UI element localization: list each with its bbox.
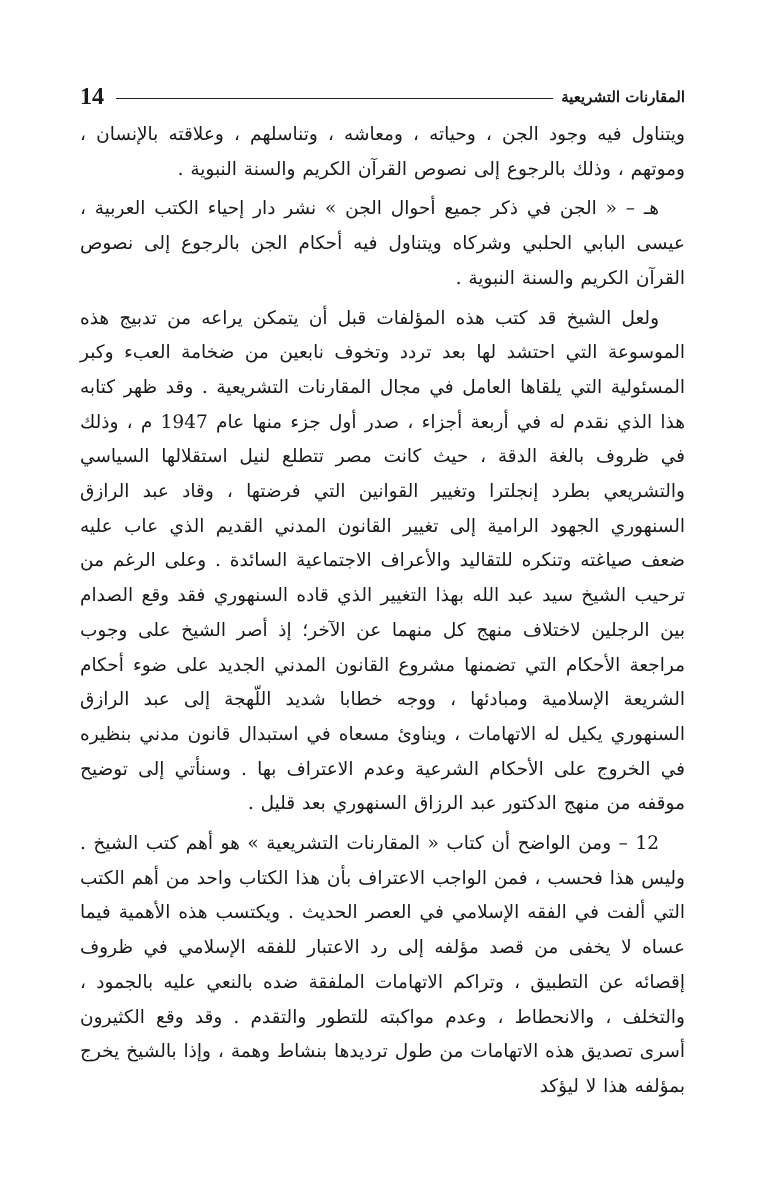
page-header bbox=[80, 84, 685, 110]
running-title: المقارنات التشريعية bbox=[561, 88, 685, 106]
header-rule bbox=[116, 98, 553, 99]
paragraph-encyclopedia: ولعل الشيخ قد كتب هذه المؤلفات قبل أن يتمكن يراعه من تدبيج هذه الموسوعة التي احتشد لها بعد تردد وتخوف نابعين من ضخامة العبء وكبر المسئولية التي يلقاها العامل في مجال المقارنات التشريعية . وقد ظهر كتابه هذا الذي نقدم له في أربعة أجزاء ، صدر أول جزء منها عام 1947 م ، وذلك في ظروف بالغة الدقة ، حيث كانت مصر تتطلع لنيل استقلالها السياسي والتشريعي بطرد إنجلترا وتغيير القوانين التي فرضتها ، وقاد عبد الرازق السنهوري الجهود الرامية إلى تغيير القانون المدني القديم الذي عاب عليه ضعف صياغته وتنكره للتقاليد والأعراف الاجتماعية السائدة . وعلى الرغم من ترحيب الشيخ سيد عبد الله بهذا التغيير الذي قاده السنهوري فقد وقع الصدام بين الرجلين لاختلاف منهج كل منهما عن الآخر؛ إذ أصر الشيخ على وجوب مراجعة الأحكام التي تضمنها مشروع القانون المدني الجديد على ضوء أحكام الشريعة الإسلامية ومبادئها ، ووجه خطابا شديد اللّهجة إلى عبد الرازق السنهوري يكيل له الاتهامات ، ويناوئ مسعاه في استبدال قانون مدني بنظيره في الخروج على الأحكام الشرعية وعدم الاعتراف بها . وسنأتي إلى توضيح موقفه من منهج الدكتور عبد الرزاق السنهوري بعد قليل . bbox=[80, 307, 686, 815]
paragraph-12: 12 – ومن الواضح أن كتاب « المقارنات التشريعية » هو أهم كتب الشيخ . وليس هذا فحسب ، فمن الواجب الاعتراف بأن هذا الكتاب واحد من أهم الكتب التي ألفت في الفقه الإسلامي في العصر الحديث . ويكتسب هذه الأهمية فيما عساه لا يخفى من قصد مؤلفه إلى رد الاعتبار للفقه الإسلامي في ظروف إقصائه عن التطبيق ، وتراكم الاتهامات الملفقة ضده بالنعي عليه بالجمود ، والتخلف ، والانحطاط ، وعدم مواكبته للتطور والتقدم . وقد وقع الكثيرون أسرى تصديق هذه الاتهامات من طول ترديدها بنشاط وهمة ، وإذا بالشيخ يخرج بمؤلفه هذا لا ليؤكد bbox=[80, 833, 685, 1097]
paragraph-item-h: هـ – « الجن في ذكر جميع أحوال الجن » نشر دار إحياء الكتب العربية ، عيسى البابي الحلبي وشركاه ويتناول فيه أحكام الجن بالرجوع إلى نصوص القرآن الكريم والسنة النبوية . bbox=[80, 198, 685, 289]
paragraph-continuation: ويتناول فيه وجود الجن ، وحياته ، ومعاشه ، وتناسلهم ، وعلاقته بالإنسان ، وموتهم ، وذلك بالرجوع إلى نصوص القرآن الكريم والسنة النبوية . bbox=[80, 124, 685, 180]
body-text bbox=[80, 118, 685, 1118]
page-number: 14 bbox=[80, 84, 104, 110]
